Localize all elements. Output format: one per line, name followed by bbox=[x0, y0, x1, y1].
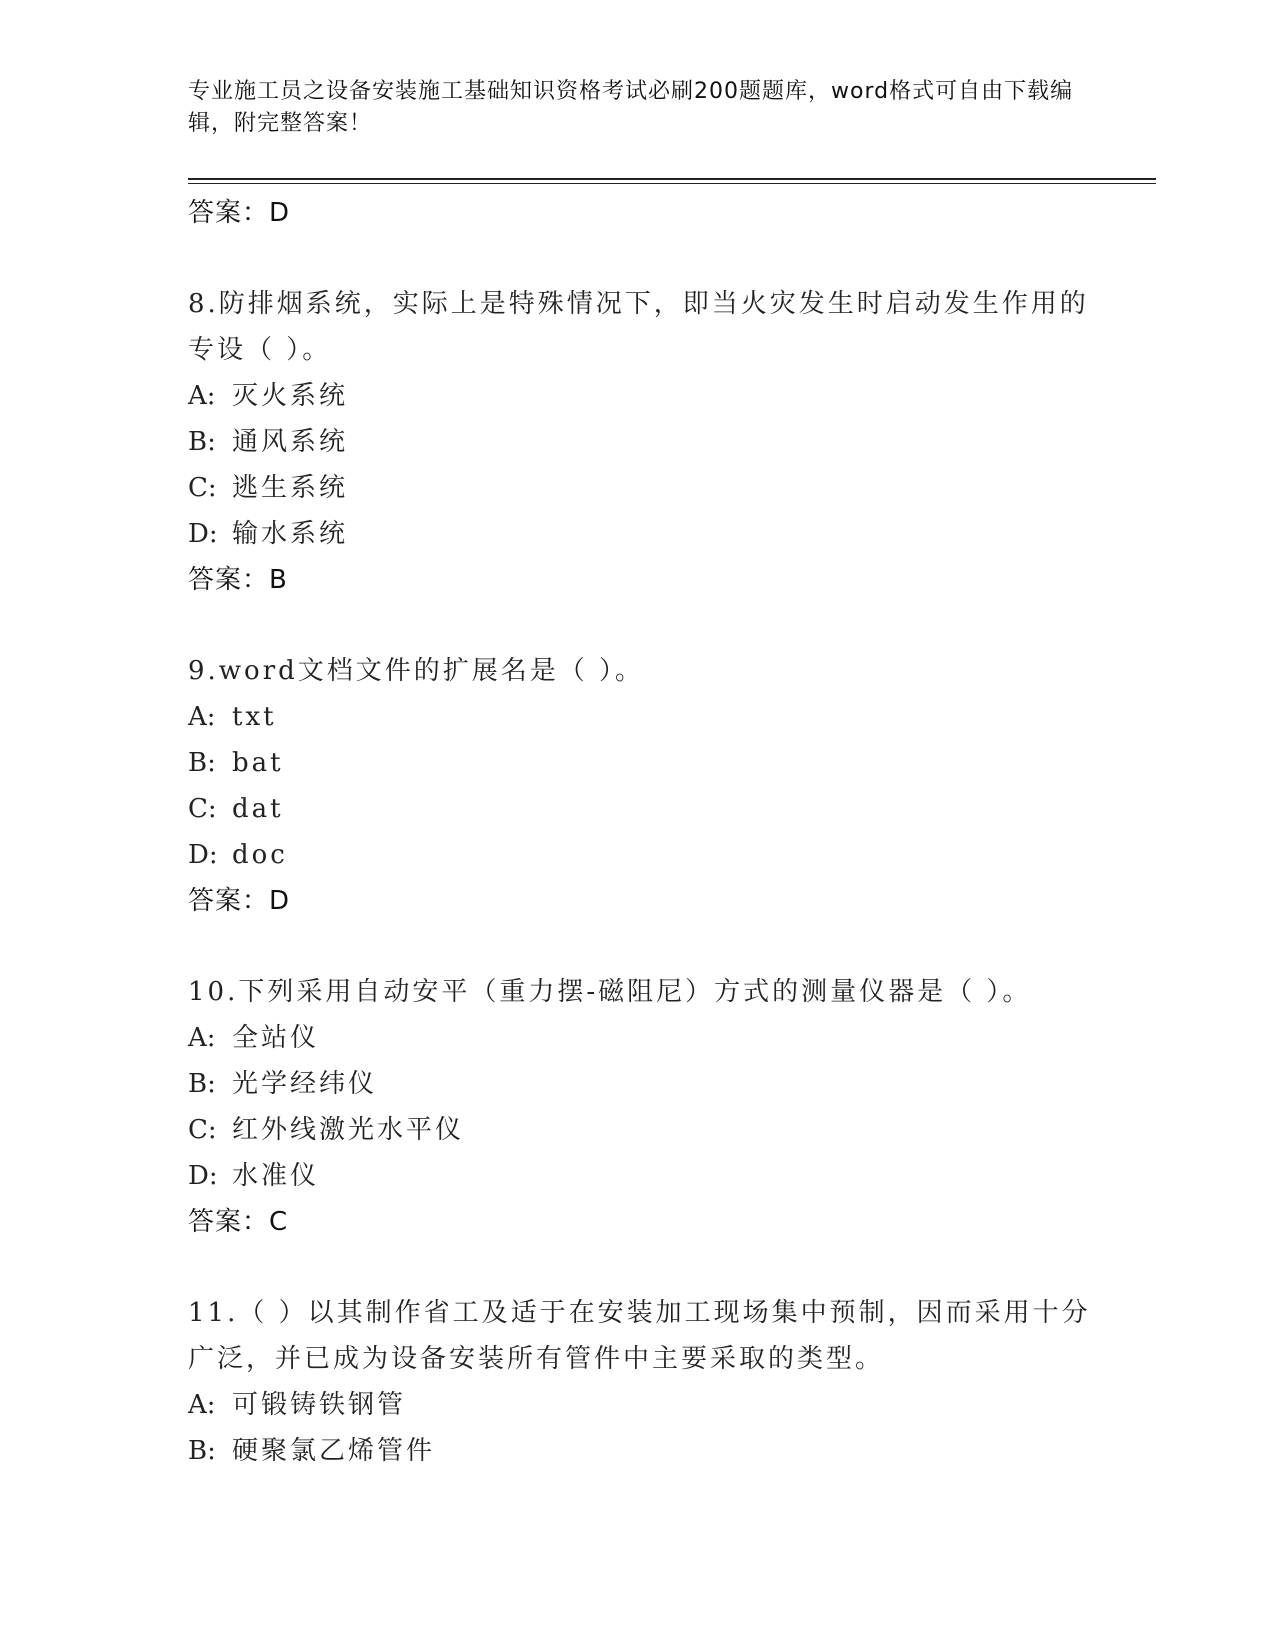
question-stem: 11.（ ）以其制作省工及适于在安装加工现场集中预制，因而采用十分广泛，并已成为设备安装所有管件中主要采取的类型。 bbox=[188, 1298, 1091, 1374]
option-letter: C: bbox=[188, 794, 217, 824]
option-text: 红外线激光水平仪 bbox=[232, 1115, 465, 1145]
option-a bbox=[188, 373, 1108, 419]
option-letter: B: bbox=[188, 427, 216, 457]
option-b bbox=[188, 419, 1108, 465]
option-letter: A: bbox=[188, 1023, 216, 1053]
answer-label: 答案：C bbox=[188, 1207, 289, 1237]
option-letter: D: bbox=[188, 1161, 218, 1191]
option-text: 水准仪 bbox=[232, 1161, 320, 1191]
option-letter: C: bbox=[188, 1115, 217, 1145]
document-header: 专业施工员之设备安装施工基础知识资格考试必刷200题题库，word格式可自由下载编辑，附完整答案！ bbox=[188, 79, 1074, 136]
option-text: 灭火系统 bbox=[232, 381, 349, 411]
option-letter: B: bbox=[188, 1436, 216, 1466]
header-rule-thin bbox=[188, 183, 1156, 184]
option-text: 通风系统 bbox=[232, 427, 349, 457]
header-rule-thick bbox=[188, 178, 1156, 180]
question-10 bbox=[188, 969, 1108, 1245]
question-11 bbox=[188, 1290, 1108, 1474]
option-c bbox=[188, 786, 1108, 832]
option-letter: D: bbox=[188, 840, 218, 870]
option-text: 全站仪 bbox=[232, 1023, 320, 1053]
question-9 bbox=[188, 648, 1108, 924]
option-text: 硬聚氯乙烯管件 bbox=[232, 1436, 436, 1466]
option-letter: C: bbox=[188, 473, 217, 503]
option-d bbox=[188, 832, 1108, 878]
question-8 bbox=[188, 281, 1108, 603]
option-text: 输水系统 bbox=[232, 519, 349, 549]
answer-label: 答案：D bbox=[188, 198, 291, 228]
option-text: doc bbox=[232, 840, 288, 870]
option-a bbox=[188, 1382, 1108, 1428]
option-a bbox=[188, 1015, 1108, 1061]
answer-label: 答案：D bbox=[188, 886, 291, 916]
option-letter: B: bbox=[188, 748, 216, 778]
option-letter: A: bbox=[188, 1390, 216, 1420]
option-b bbox=[188, 1061, 1108, 1107]
option-letter: B: bbox=[188, 1069, 216, 1099]
option-b bbox=[188, 1428, 1108, 1474]
option-d bbox=[188, 1153, 1108, 1199]
option-d bbox=[188, 511, 1108, 557]
option-text: 可锻铸铁钢管 bbox=[232, 1390, 407, 1420]
option-text: 光学经纬仪 bbox=[232, 1069, 378, 1099]
option-a bbox=[188, 694, 1108, 740]
option-letter: A: bbox=[188, 381, 216, 411]
question-stem: 10.下列采用自动安平（重力摆-磁阻尼）方式的测量仪器是（ ）。 bbox=[188, 977, 1032, 1007]
option-c bbox=[188, 465, 1108, 511]
option-text: 逃生系统 bbox=[232, 473, 349, 503]
option-text: bat bbox=[232, 748, 284, 778]
answer-label: 答案：B bbox=[188, 565, 288, 595]
option-letter: D: bbox=[188, 519, 218, 549]
question-stem: 9.word文档文件的扩展名是（ ）。 bbox=[188, 656, 645, 686]
question-list bbox=[188, 190, 1108, 1474]
option-text: txt bbox=[232, 702, 277, 732]
option-text: dat bbox=[232, 794, 284, 824]
option-b bbox=[188, 740, 1108, 786]
option-letter: A: bbox=[188, 702, 216, 732]
question-stem: 8.防排烟系统，实际上是特殊情况下，即当火灾发生时启动发生作用的专设（ ）。 bbox=[188, 289, 1089, 365]
option-c bbox=[188, 1107, 1108, 1153]
